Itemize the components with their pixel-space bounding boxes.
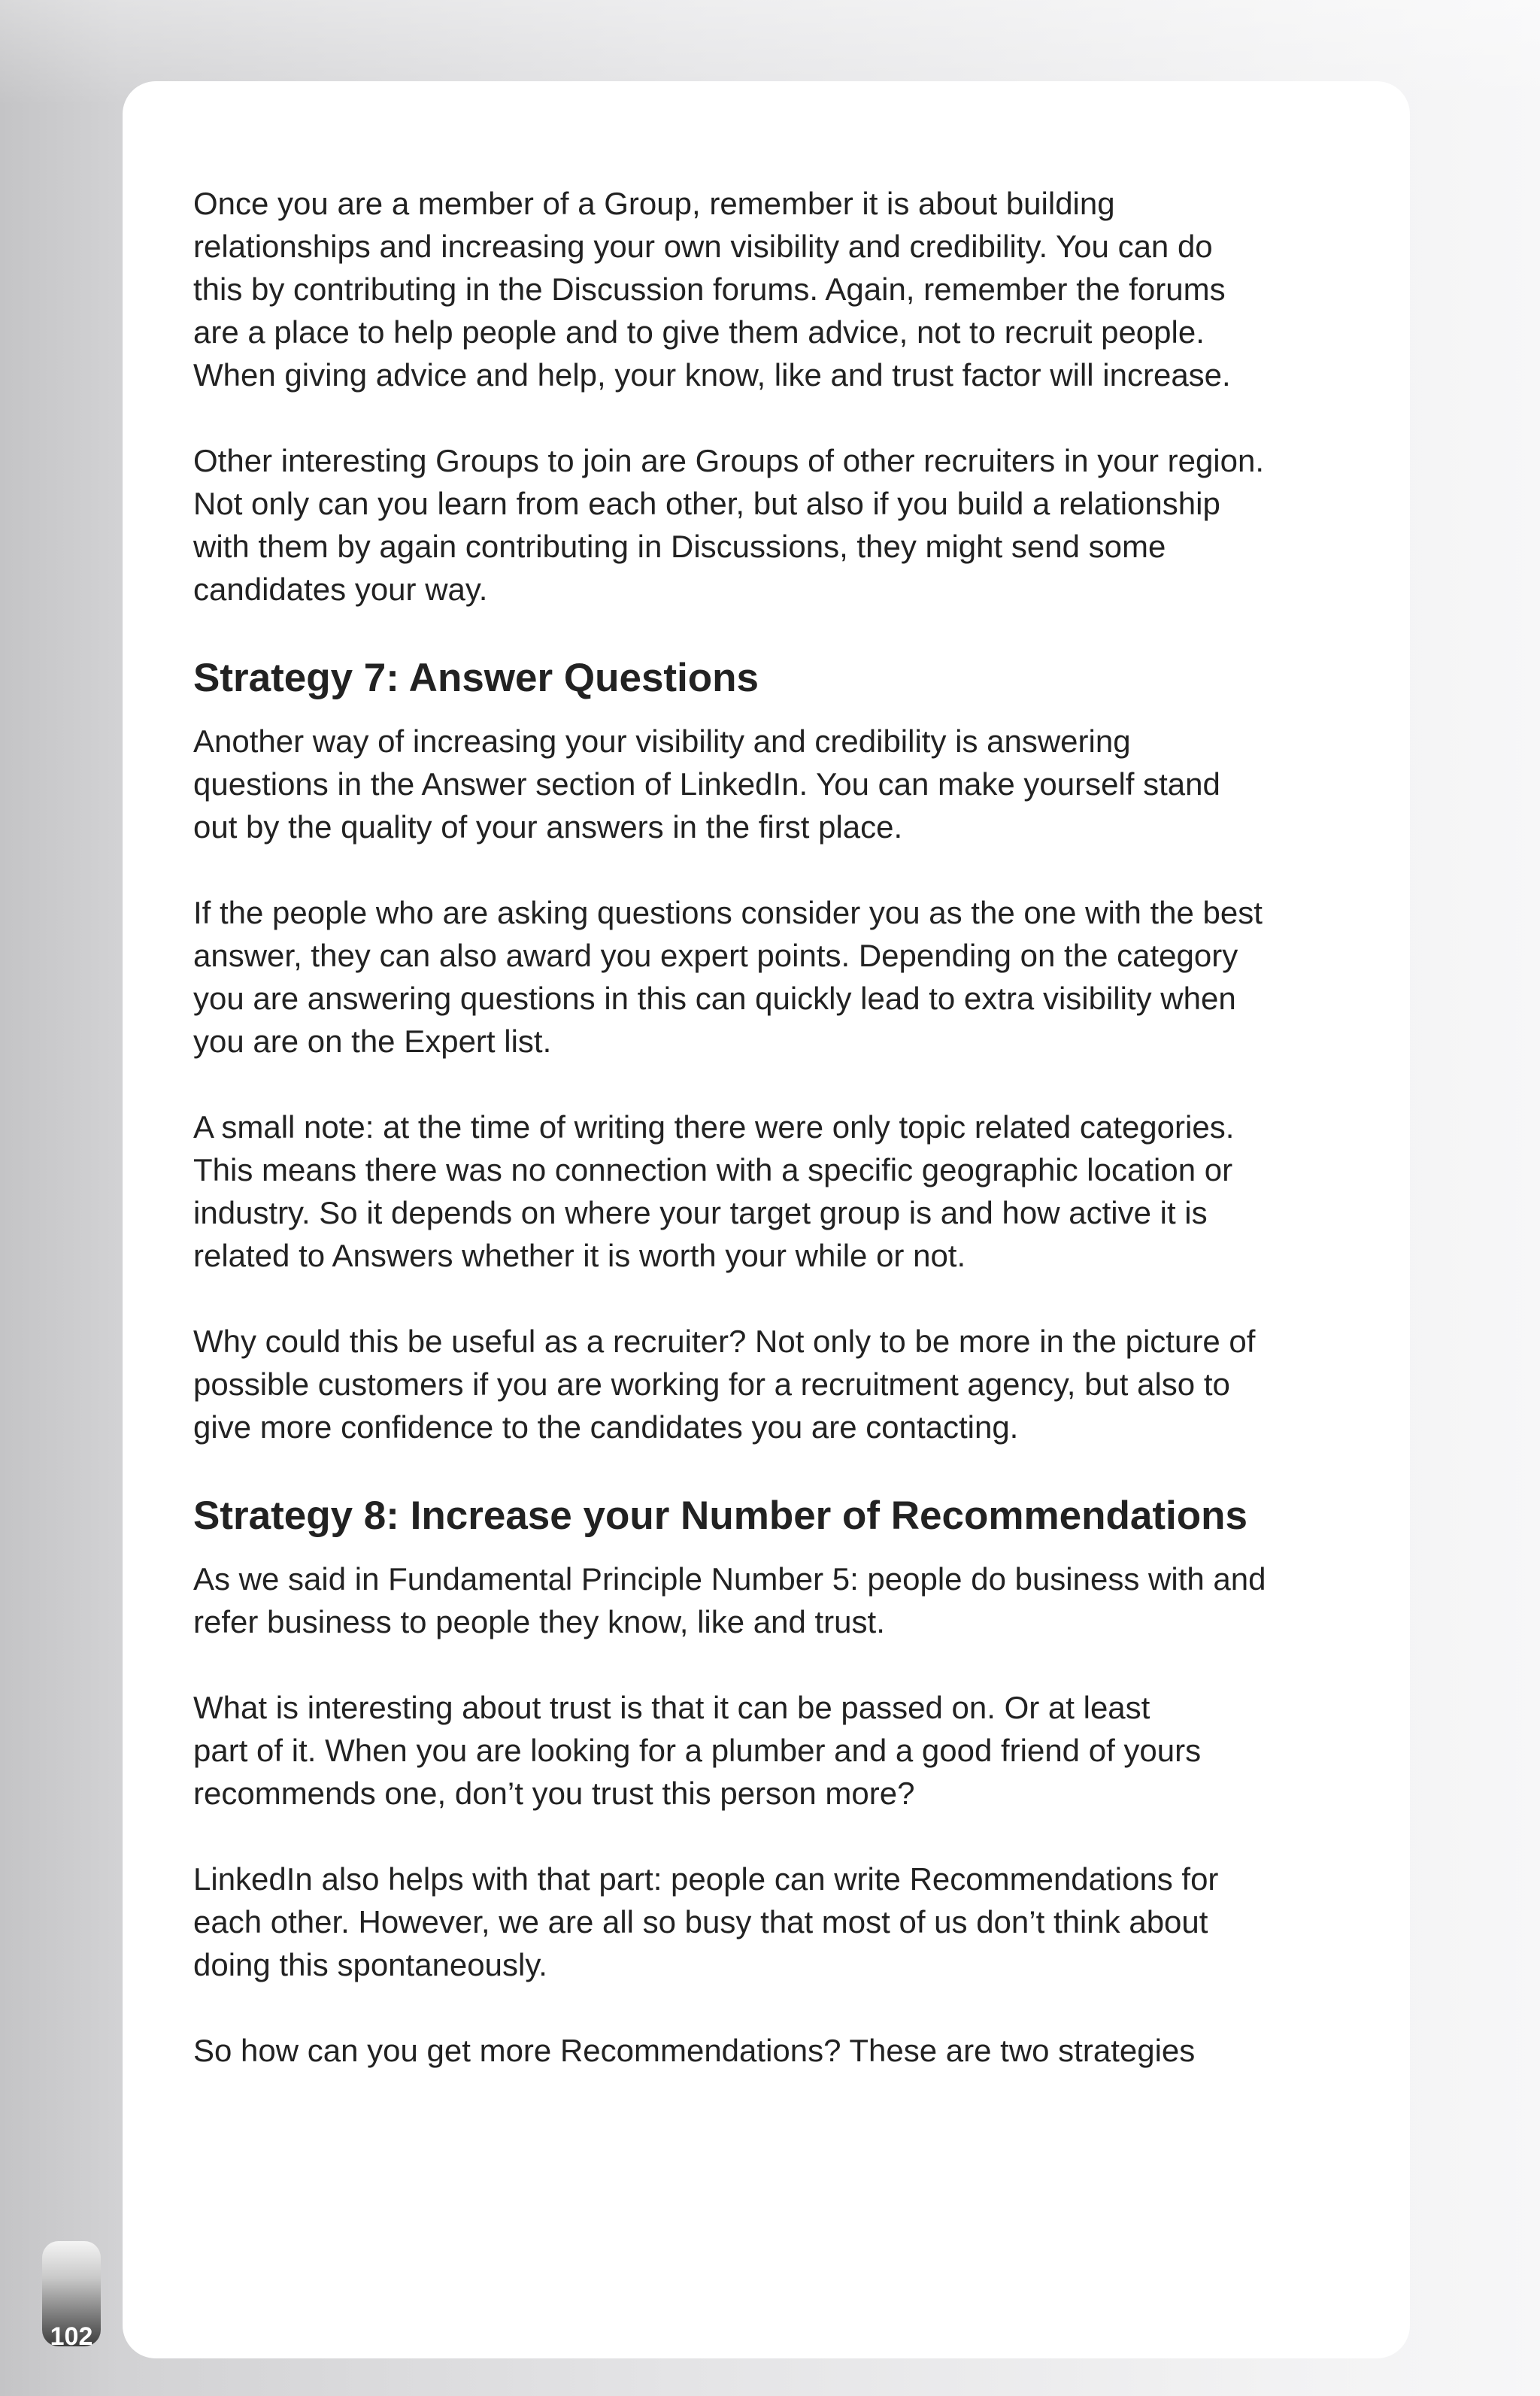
section-heading-strategy-7: Strategy 7: Answer Questions — [193, 656, 759, 700]
paragraph: As we said in Fundamental Principle Number 5: people do business with and refer business to people they know, like and trust. — [193, 1561, 1266, 1639]
page-number: 102 — [50, 2322, 93, 2351]
paragraph: So how can you get more Recommendations? These are two strategies — [193, 2033, 1196, 2068]
page-content — [193, 182, 1366, 2115]
section-heading-strategy-8: Strategy 8: Increase your Number of Recommendations — [193, 1494, 1247, 1538]
paragraph: A small note: at the time of writing there were only topic related categories. This means there was no connection with a specific geographic location or industry. So it depends on where your target group is and how active it is related to Answers whether it is worth your while or not. — [193, 1109, 1235, 1273]
paragraph: If the people who are asking questions consider you as the one with the best answer, they can also award you expert points. Depending on the category you are answering questions in this can quickly lead to extra visibility when you are on the Expert list. — [193, 895, 1263, 1059]
paragraph: Once you are a member of a Group, remember it is about building relationships and increasing your own visibility and credibility. You can do this by contributing in the Discussion forums. Again, remember the forums are a place to help people and to give them advice, not to recruit people. When giving advice and help, your know, like and trust factor will increase. — [193, 186, 1231, 393]
paragraph: LinkedIn also helps with that part: people can write Recommendations for each other. However, we are all so busy that most of us don’t think about doing this spontaneously. — [193, 1861, 1219, 1982]
paragraph: Another way of increasing your visibility and credibility is answering questions in the Answer section of LinkedIn. You can make yourself stand out by the quality of your answers in the first place. — [193, 723, 1220, 845]
paragraph: Other interesting Groups to join are Groups of other recruiters in your region. Not only can you learn from each other, but also if you build a relationship with them by again contributing in Discussions, they might send some candidates your way. — [193, 443, 1265, 607]
paragraph: Why could this be useful as a recruiter? Not only to be more in the picture of possible customers if you are working for a recruitment agency, but also to give more confidence to the candidates you are contacting. — [193, 1324, 1256, 1445]
paragraph: What is interesting about trust is that it can be passed on. Or at least part of it. When you are looking for a plumber and a good friend of yours recommends one, don’t you trust this person more? — [193, 1690, 1202, 1811]
